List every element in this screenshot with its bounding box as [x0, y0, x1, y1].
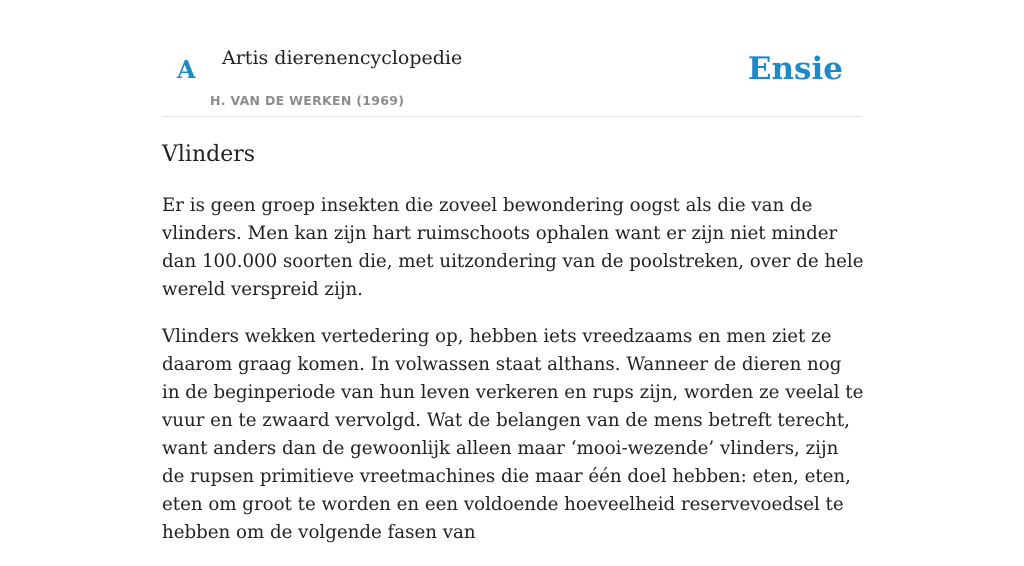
- article-title: Vlinders: [162, 142, 256, 167]
- article-paragraph: Er is geen groep insekten die zoveel bewondering oogst als die van de vlinders. Men kan zijn hart ruimschoots ophalen want er zijn niet minder dan 100.000 soorten die, met uitzondering van de poolstreken, over de hele wereld verspreid zijn.: [162, 195, 864, 300]
- article-paragraph: Vlinders wekken vertedering op, hebben iets vreedzaams en men ziet ze daarom graag komen. In volwassen staat althans. Wanneer de dieren nog in de beginperiode van hun leven verkeren en rups zijn, worden ze veelal te vuur en te zwaard vervolgd. Wat de belangen van de mens betreft terecht, want anders dan de gewoonlijk alleen maar ‘mooi-wezende’ vlinders, zijn de rupsen primitieve vreetmachines die maar één doel hebben: eten, eten, eten om groot te worden en een voldoende hoeveelheid reservevoedsel te hebben om de volgende fasen van: [162, 326, 864, 543]
- article-body: [162, 192, 864, 566]
- index-letter-link[interactable]: A: [177, 55, 196, 84]
- book-title-link[interactable]: Artis dierenencyclopedie: [222, 47, 463, 69]
- book-author: H. VAN DE WERKEN (1969): [210, 93, 405, 108]
- header: [162, 0, 862, 117]
- ensie-logo[interactable]: Ensie: [747, 51, 843, 87]
